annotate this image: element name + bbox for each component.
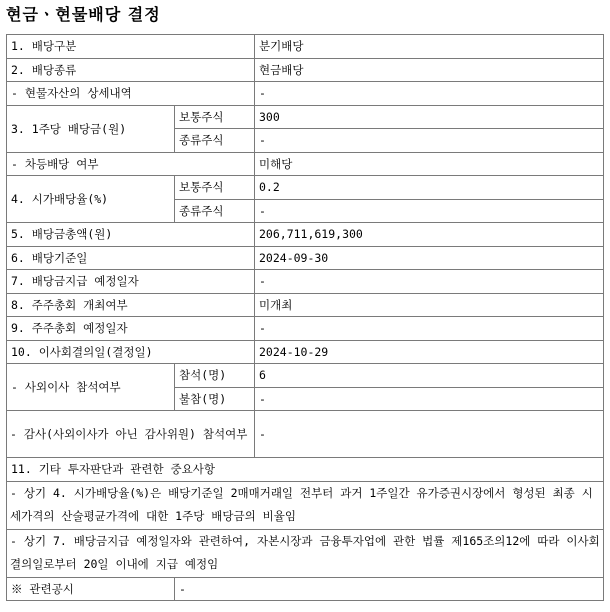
row-value: 미개최: [255, 293, 604, 317]
table-row: [7, 35, 604, 59]
table-row: [7, 529, 604, 577]
row-value: 분기배당: [255, 35, 604, 59]
table-row: [7, 246, 604, 270]
row-label: 7. 배당금지급 예정일자: [7, 270, 255, 294]
row-label: 8. 주주총회 개최여부: [7, 293, 255, 317]
table-row: [7, 340, 604, 364]
table-row: [7, 481, 604, 529]
table-row: [7, 270, 604, 294]
table-row: [7, 293, 604, 317]
table-row: [7, 364, 604, 388]
row-value: 0.2: [255, 176, 604, 200]
table-row: [7, 577, 604, 601]
row-value: 2024-09-30: [255, 246, 604, 270]
row-label: 5. 배당금총액(원): [7, 223, 255, 247]
table-row: [7, 82, 604, 106]
table-row: [7, 411, 604, 458]
row-label: 3. 1주당 배당금(원): [7, 105, 175, 152]
row-label: 4. 시가배당율(%): [7, 176, 175, 223]
row-value: -: [255, 411, 604, 458]
sub-label: 참석(명): [175, 364, 255, 388]
sub-label: 종류주식: [175, 199, 255, 223]
sub-label: 종류주식: [175, 129, 255, 153]
table-row: [7, 223, 604, 247]
section-heading: 11. 기타 투자판단과 관련한 중요사항: [7, 458, 604, 482]
row-value: -: [255, 387, 604, 411]
row-value: 현금배당: [255, 58, 604, 82]
row-value: 300: [255, 105, 604, 129]
row-value: -: [255, 317, 604, 341]
dividend-decision-table: [6, 34, 604, 601]
table-row: [7, 105, 604, 129]
sub-label: 불참(명): [175, 387, 255, 411]
row-label: 2. 배당종류: [7, 58, 255, 82]
row-label: 10. 이사회결의일(결정일): [7, 340, 255, 364]
sub-label: 보통주식: [175, 105, 255, 129]
related-disclosure-label: ※ 관련공시: [7, 577, 175, 601]
note-text: - 상기 7. 배당금지급 예정일자와 관련하여, 자본시장과 금융투자업에 관한 법률 제165조의12에 따라 이사회 결의일로부터 20일 이내에 지급 예정임: [7, 529, 604, 577]
row-value: 206,711,619,300: [255, 223, 604, 247]
row-label: 6. 배당기준일: [7, 246, 255, 270]
table-row: [7, 152, 604, 176]
note-text: - 상기 4. 시가배당율(%)은 배당기준일 2매매거래일 전부터 과거 1주일간 유가증권시장에서 형성된 최종 시세가격의 산술평균가격에 대한 1주당 배당금의 비율임: [7, 481, 604, 529]
table-row: [7, 458, 604, 482]
row-label: 9. 주주총회 예정일자: [7, 317, 255, 341]
table-row: [7, 317, 604, 341]
row-value: 2024-10-29: [255, 340, 604, 364]
row-label: - 차등배당 여부: [7, 152, 255, 176]
row-value: -: [255, 82, 604, 106]
page-title: 현금ㆍ현물배당 결정: [6, 5, 161, 24]
related-disclosure-value: -: [175, 577, 604, 601]
row-value: -: [255, 199, 604, 223]
sub-label: 보통주식: [175, 176, 255, 200]
row-value: 6: [255, 364, 604, 388]
row-value: -: [255, 270, 604, 294]
row-value: -: [255, 129, 604, 153]
row-label: - 감사(사외이사가 아닌 감사위원) 참석여부: [7, 411, 255, 458]
table-row: [7, 58, 604, 82]
row-label: - 사외이사 참석여부: [7, 364, 175, 411]
table-row: [7, 176, 604, 200]
row-label: 1. 배당구분: [7, 35, 255, 59]
row-label: - 현물자산의 상세내역: [7, 82, 255, 106]
row-value: 미해당: [255, 152, 604, 176]
